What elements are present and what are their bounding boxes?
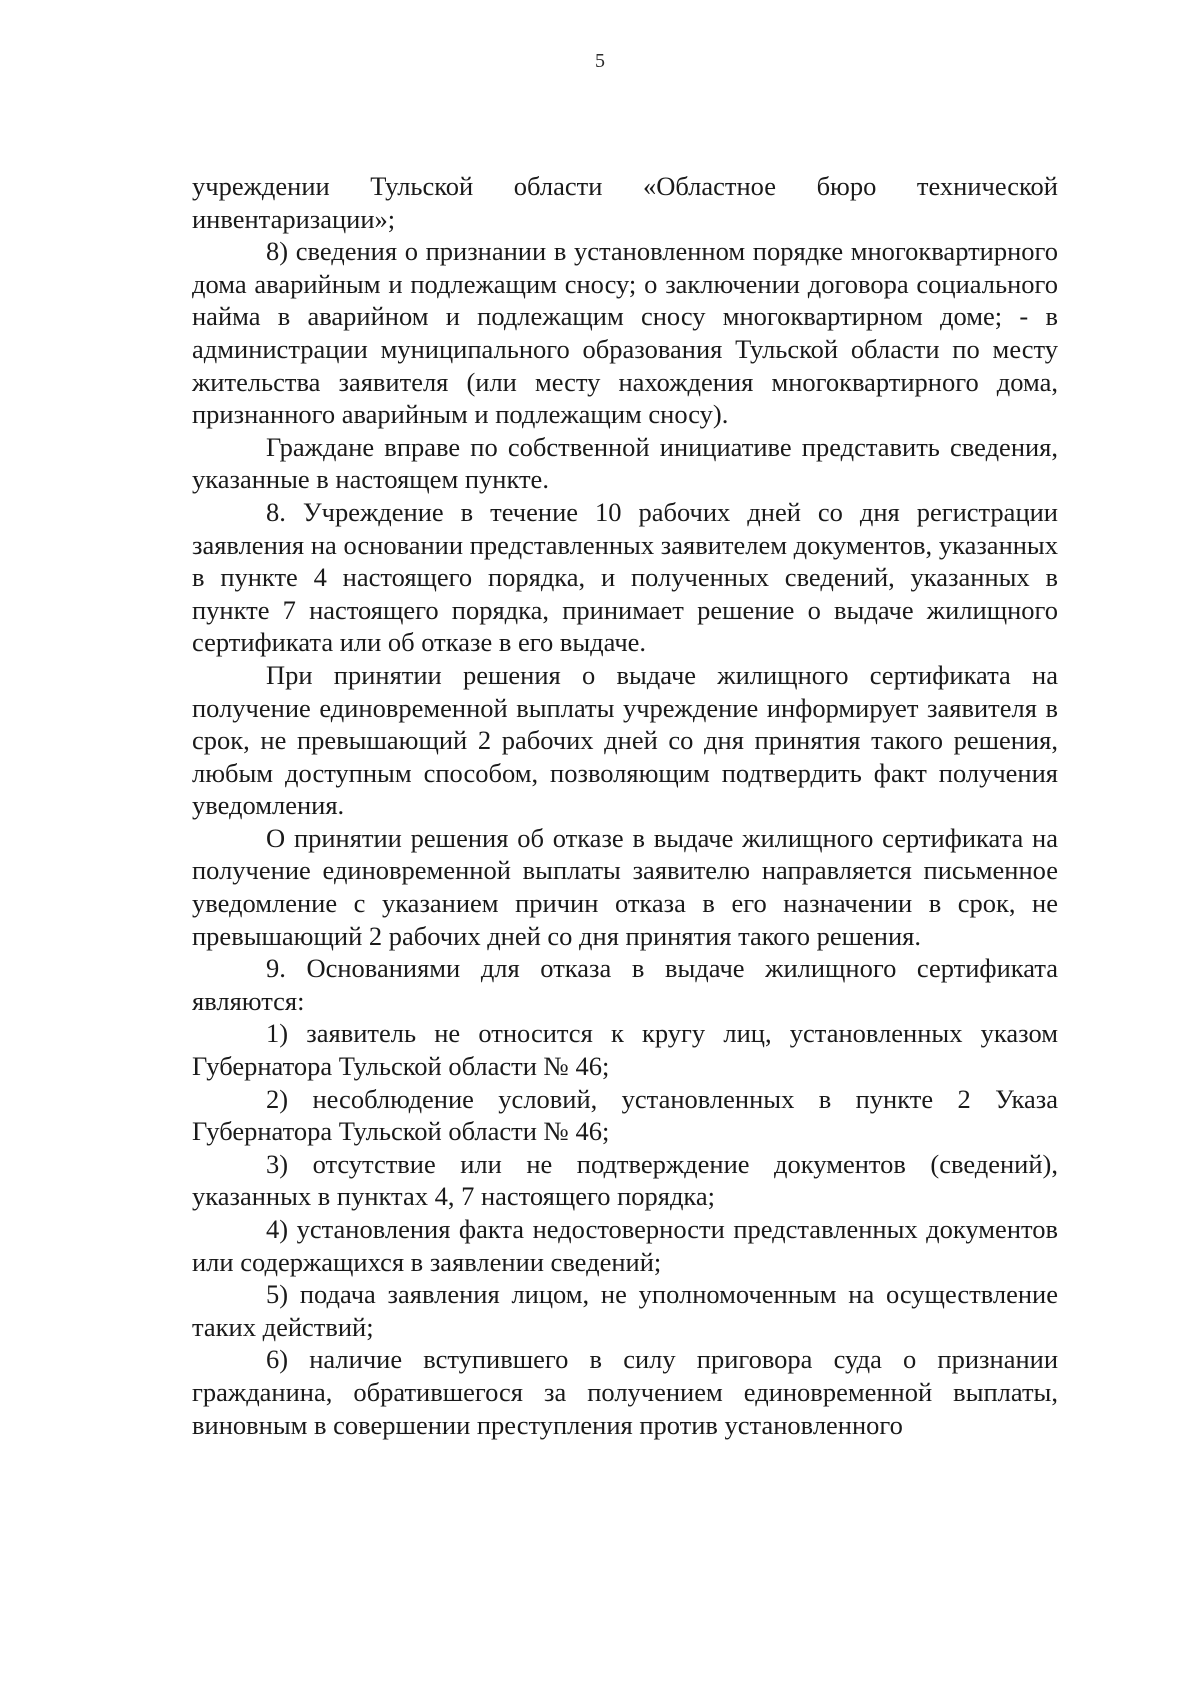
paragraph-citizens-right: Граждане вправе по собственной инициативе представить сведения, указанные в настоящем пункте. [192,431,1058,495]
paragraph-positive-decision: При принятии решения о выдаче жилищного сертификата на получение единовременной выплаты учреждение информирует заявителя в срок, не превышающий 2 рабочих дней со дня принятия такого решения, любым доступным способом, позволяющим подтвердить факт получения уведомления. [192,659,1058,821]
paragraph-continuation: учреждении Тульской области «Областное бюро технической инвентаризации»; [192,171,1058,234]
paragraph-item-8-info: 8) сведения о признании в установленном порядке многоквартирного дома аварийным и подлежащим сносу; о заключении договора социального найма в аварийном и подлежащим сносу многоквартирном доме; - в администрации муниципального образования Тульской области по месту жительства заявителя (или месту нахождения многоквартирного дома, признанного аварийным и подлежащим сносу). [192,236,1058,430]
document-body [192,170,1058,1441]
list-item-5: 5) подача заявления лицом, не уполномоченным на осуществление таких действий; [192,1279,1058,1342]
paragraph-refusal-notice: О принятии решения об отказе в выдаче жилищного сертификата на получение единовременной выплаты заявителю направляется письменное уведомление с указанием причин отказа в его назначении в срок, не превышающий 2 рабочих дней со дня принятия такого решения. [192,822,1058,951]
paragraph-section-8: 8. Учреждение в течение 10 рабочих дней со дня регистрации заявления на основании представленных заявителем документов, указанных в пункте 4 настоящего порядка, и полученных сведений, указанных в пункте 7 настоящего порядка, принимает решение о выдаче жилищного сертификата или об отказе в его выдаче. [192,496,1058,658]
list-item-4: 4) установления факта недостоверности представленных документов или содержащихся в заявлении сведений; [192,1214,1058,1277]
paragraph-section-9: 9. Основаниями для отказа в выдаче жилищного сертификата являются: [192,953,1058,1016]
list-item-6: 6) наличие вступившего в силу приговора суда о признании гражданина, обратившегося за получением единовременной выплаты, виновным в совершении преступления против установленного [192,1344,1058,1440]
list-item-1: 1) заявитель не относится к кругу лиц, установленных указом Губернатора Тульской области № 46; [192,1018,1058,1082]
list-item-3: 3) отсутствие или не подтверждение документов (сведений), указанных в пунктах 4, 7 настоящего порядка; [192,1148,1058,1212]
list-item-2: 2) несоблюдение условий, установленных в пункте 2 Указа Губернатора Тульской области № 46; [192,1083,1058,1147]
page-number: 5 [595,50,605,72]
